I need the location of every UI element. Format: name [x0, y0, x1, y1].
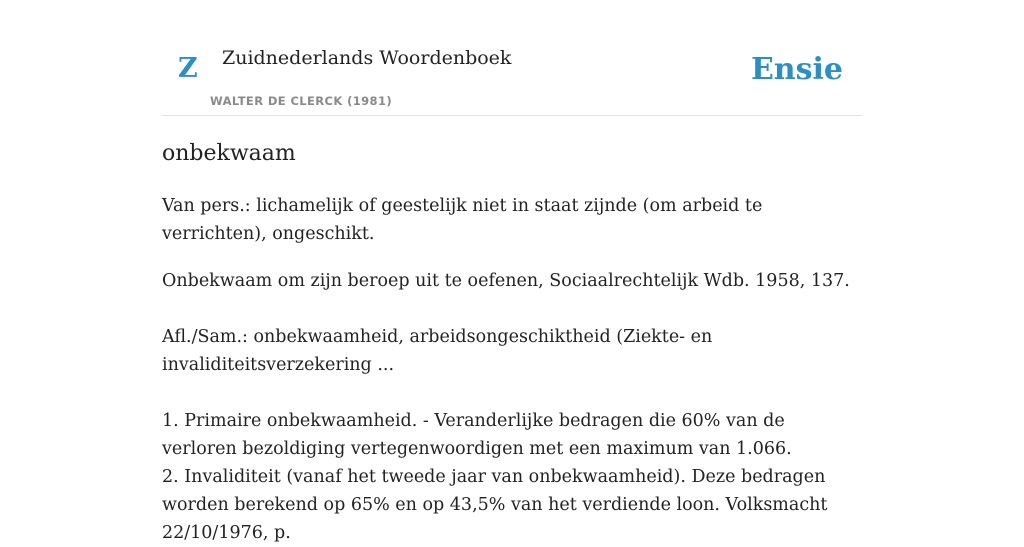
dictionary-logo[interactable]: Z	[178, 53, 198, 84]
entry-derivations: Afl./Sam.: onbekwaamheid, arbeidsongeschiktheid (Ziekte- en invaliditeitsverzekering ...	[162, 327, 713, 375]
page	[162, 0, 862, 543]
entry-example: Onbekwaam om zijn beroep uit te oefenen, Sociaalrechtelijk Wdb. 1958, 137.	[162, 271, 850, 291]
dictionary-title[interactable]: Zuidnederlands Woordenboek	[222, 47, 512, 69]
entry-title: onbekwaam	[162, 141, 296, 166]
entry-definition: Van pers.: lichamelijk of geestelijk niet in staat zijnde (om arbeid te verrichten), ongeschikt.	[162, 196, 763, 244]
list-item-1: 1. Primaire onbekwaamheid. - Veranderlijke bedragen die 60% van de verloren bezoldiging vertegenwoordigen met een maximum van 1.066.	[162, 411, 792, 459]
list-item-2: 2. Invaliditeit (vanaf het tweede jaar van onbekwaamheid). Deze bedragen worden berekend op 65% en op 43,5% van het verdiende loon. Volksmacht 22/10/1976, p.	[162, 467, 828, 543]
dictionary-header	[162, 0, 862, 116]
ensie-brand-link[interactable]: Ensie	[750, 52, 843, 87]
entry-numbered-list	[162, 407, 862, 547]
dictionary-author: WALTER DE CLERCK (1981)	[210, 94, 393, 108]
